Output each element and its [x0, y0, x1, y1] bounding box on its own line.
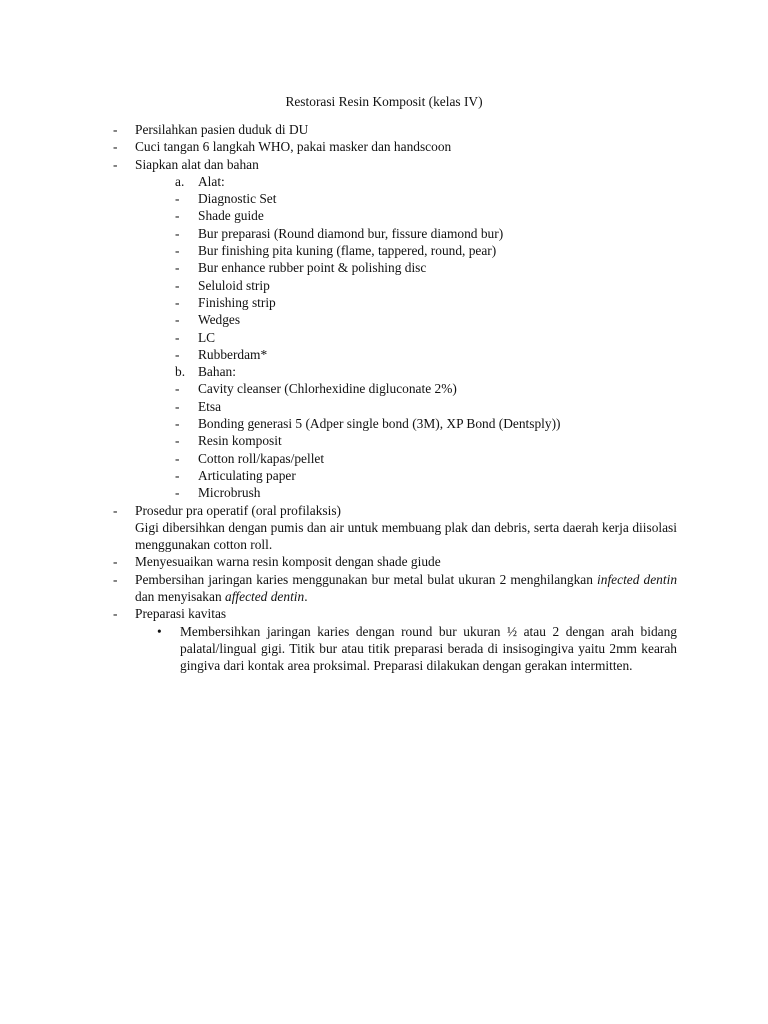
dash-marker: - — [175, 346, 180, 362]
list-item — [0, 259, 768, 276]
dash-marker: - — [175, 398, 180, 414]
dash-marker: - — [175, 416, 180, 432]
dash-marker: - — [113, 606, 118, 622]
pembersihan-text-3: . — [304, 589, 308, 605]
dash-marker: - — [175, 294, 180, 310]
list-item-text: Diagnostic Set — [198, 191, 277, 207]
shade-step: Menyesuaikan warna resin komposit dengan shade giude — [135, 554, 441, 570]
list-item-text: Cuci tangan 6 langkah WHO, pakai masker dan handscoon — [135, 139, 452, 155]
list-item — [0, 415, 768, 432]
shade-step-row — [0, 553, 768, 570]
list-item-text: Bur preparasi (Round diamond bur, fissure diamond bur) — [198, 225, 504, 241]
alat-heading: Alat: — [198, 173, 225, 189]
list-item — [0, 190, 768, 207]
list-item-text: Microbrush — [198, 485, 261, 501]
bahan-heading-row — [0, 363, 768, 380]
dash-marker: - — [175, 208, 180, 224]
alat-list — [0, 190, 768, 363]
list-item — [0, 156, 768, 173]
list-item-text: Siapkan alat dan bahan — [135, 156, 259, 172]
list-item-text: Bur finishing pita kuning (flame, tappered, round, pear) — [198, 243, 497, 259]
list-item-text: Bur enhance rubber point & polishing disc — [198, 260, 427, 276]
list-item-text: Etsa — [198, 398, 222, 414]
dash-marker: - — [175, 329, 180, 345]
list-item — [0, 380, 768, 397]
infected-dentin-term: infected dentin — [597, 571, 678, 587]
list-item — [0, 398, 768, 415]
prosedur-heading-row — [0, 502, 768, 519]
list-item-text: Seluloid strip — [198, 277, 270, 293]
list-marker: b. — [175, 364, 186, 380]
list-item — [0, 121, 768, 138]
dash-marker: - — [175, 312, 180, 328]
bahan-heading: Bahan: — [198, 364, 236, 380]
list-item — [0, 311, 768, 328]
dash-marker: - — [113, 571, 118, 587]
dash-marker: - — [175, 450, 180, 466]
list-item-text: Articulating paper — [198, 467, 296, 483]
list-item-text: Cavity cleanser (Chlorhexidine digluconate 2%) — [198, 381, 457, 397]
dash-marker: - — [175, 467, 180, 483]
prosedur-heading: Prosedur pra operatif (oral profilaksis) — [135, 502, 341, 518]
bullet-icon: • — [157, 623, 162, 639]
list-item — [0, 329, 768, 346]
bahan-list — [0, 380, 768, 501]
preparasi-heading: Preparasi kavitas — [135, 606, 227, 622]
list-item-text: Wedges — [198, 312, 241, 328]
affected-dentin-term: affected dentin — [225, 589, 305, 605]
list-item-text: Persilahkan pasien duduk di DU — [135, 122, 309, 137]
list-item-text: Resin komposit — [198, 433, 282, 449]
list-item — [0, 225, 768, 242]
dash-marker: - — [175, 260, 180, 276]
alat-heading-row — [0, 173, 768, 190]
list-item — [0, 346, 768, 363]
dash-marker: - — [175, 277, 180, 293]
list-item-text: Finishing strip — [198, 294, 276, 310]
list-item-text: Rubberdam* — [198, 346, 268, 362]
list-item — [0, 432, 768, 449]
dash-marker: - — [113, 122, 118, 137]
dash-marker: - — [175, 485, 180, 501]
list-item — [0, 467, 768, 484]
dash-marker: - — [113, 156, 118, 172]
pembersihan-step — [113, 571, 678, 606]
list-item — [0, 450, 768, 467]
list-item — [0, 294, 768, 311]
pembersihan-text-2: dan menyisakan — [135, 589, 225, 605]
list-item — [0, 484, 768, 501]
preparasi-heading-row — [0, 605, 768, 622]
dash-marker: - — [113, 139, 118, 155]
list-item — [0, 242, 768, 259]
list-item-text: Cotton roll/kapas/pellet — [198, 450, 325, 466]
list-item — [0, 277, 768, 294]
list-item — [0, 207, 768, 224]
list-item-text: Bonding generasi 5 (Adper single bond (3M), XP Bond (Dentsply)) — [198, 416, 561, 432]
dash-marker: - — [113, 554, 118, 570]
dash-marker: - — [175, 225, 180, 241]
preparasi-bullet-text: Membersihkan jaringan karies dengan round bur ukuran ½ atau 2 dengan arah bidang palatal/lingual gigi. Titik bur atau titik preparasi berada di insisogingiva yaitu 2mm kearah gingiva dari kontak area proksimal. Preparasi dilakukan dengan gerakan intermitten. — [180, 623, 677, 674]
dash-marker: - — [175, 381, 180, 397]
dash-marker: - — [175, 243, 180, 259]
pembersihan-text-1: Pembersihan jaringan karies menggunakan bur metal bulat ukuran 2 menghilangkan — [135, 571, 598, 587]
document-body — [0, 121, 768, 675]
document-title: Restorasi Resin Komposit (kelas IV) — [285, 94, 483, 109]
dash-marker: - — [113, 502, 118, 518]
dash-marker: - — [175, 191, 180, 207]
list-item — [0, 138, 768, 155]
list-item-text: LC — [198, 329, 216, 345]
dash-marker: - — [175, 433, 180, 449]
preparasi-bullet-item — [157, 623, 677, 675]
list-item-text: Shade guide — [198, 208, 264, 224]
prosedur-body: Gigi dibersihkan dengan pumis dan air untuk membuang plak dan debris, serta daerah kerja diisolasi menggunakan cotton roll. — [135, 519, 677, 553]
list-marker: a. — [175, 173, 185, 189]
top-steps-list — [0, 121, 768, 173]
